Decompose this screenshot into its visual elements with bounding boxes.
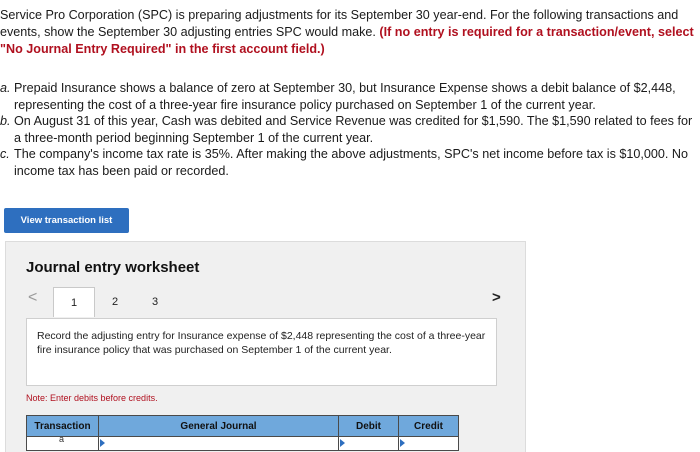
item-text: The company's income tax rate is 35%. After making the above adjustments, SPC's net income before tax is $10,000. No income tax has been paid or recorded.	[14, 147, 689, 178]
chevron-right-icon[interactable]: >	[492, 289, 501, 306]
chevron-left-icon[interactable]: <	[28, 289, 38, 306]
column-header-debit: Debit	[339, 416, 399, 437]
item-marker: c.	[0, 147, 10, 161]
table-row	[27, 437, 459, 451]
dropdown-caret-icon	[100, 439, 105, 447]
view-transaction-list-button[interactable]: View transaction list	[4, 208, 129, 233]
page-tab-3[interactable]: 3	[151, 296, 159, 308]
transaction-cell-value: a	[59, 434, 65, 444]
item-text: On August 31 of this year, Cash was debited and Service Revenue was credited for $1,590. The $1,590 related to fees for a three-month period beginning September 1 of the current year.	[14, 114, 693, 145]
column-header-credit: Credit	[399, 416, 459, 437]
worksheet-title: Journal entry worksheet	[26, 259, 200, 276]
journal-table	[26, 415, 459, 451]
dropdown-caret-icon	[400, 439, 405, 447]
debit-credit-note: Note: Enter debits before credits.	[26, 393, 158, 403]
page-tab-2[interactable]: 2	[111, 296, 119, 308]
item-marker: b.	[0, 114, 11, 128]
general-journal-cell[interactable]	[99, 437, 339, 451]
transaction-item-c	[0, 146, 698, 179]
item-text: Prepaid Insurance shows a balance of zero at September 30, but Insurance Expense shows a debit balance of $2,448, representing the cost of a three-year fire insurance policy purchased on September 1 of the current year.	[14, 81, 676, 112]
dropdown-caret-icon	[340, 439, 345, 447]
instructions-text	[0, 7, 696, 58]
transaction-item-b	[0, 113, 698, 146]
credit-cell[interactable]	[399, 437, 459, 451]
column-header-general-journal: General Journal	[99, 416, 339, 437]
worksheet-pagination	[53, 287, 175, 317]
debit-cell[interactable]	[339, 437, 399, 451]
transaction-item-a	[0, 80, 698, 113]
entry-instruction: Record the adjusting entry for Insurance expense of $2,448 representing the cost of a three-year fire insurance policy that was purchased on September 1 of the current year.	[26, 318, 497, 386]
transaction-cell[interactable]	[27, 434, 99, 451]
instructions-body: Service Pro Corporation (SPC) is preparing adjustments for its September 30 year-end. For the following transactions and events, show the September 30 adjusting entries SPC would make.	[0, 8, 679, 39]
item-marker: a.	[0, 81, 11, 95]
journal-entry-worksheet	[5, 241, 526, 452]
page-tab-1[interactable]: 1	[53, 287, 95, 317]
instructions-warning: (If no entry is required for a transaction/event, select "No Journal Entry Required" in the first account field.)	[0, 25, 694, 56]
transaction-list	[0, 80, 698, 179]
column-header-transaction: Transaction	[27, 416, 99, 437]
